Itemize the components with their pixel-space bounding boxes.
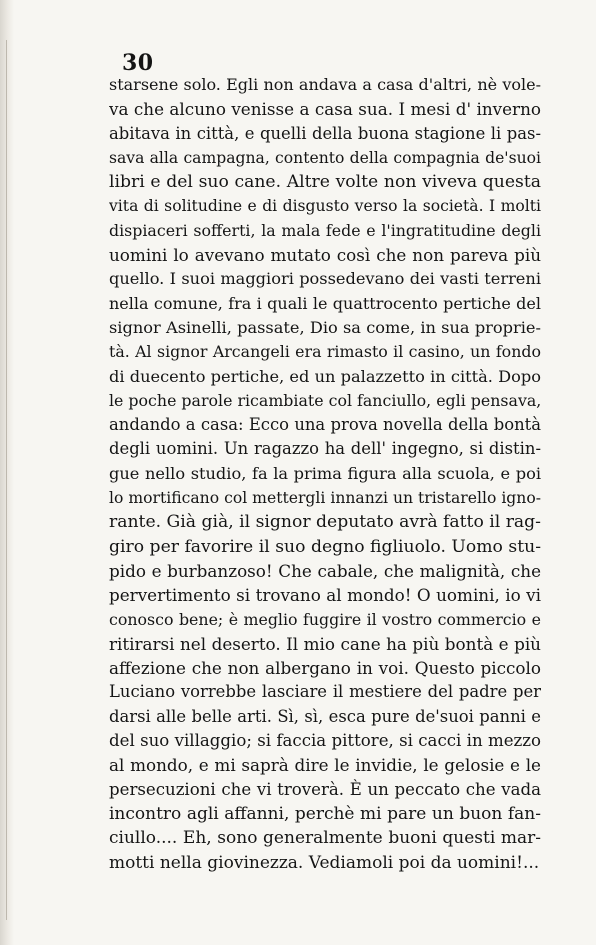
text-line: le poche parole ricambiate col fanciullo, egli pensava,	[109, 390, 541, 410]
text-line: al mondo, e mi saprà dire le invidie, le gelosie e le	[109, 755, 541, 776]
page-gutter-line	[6, 40, 7, 920]
text-line: tà. Al signor Arcangeli era rimasto il casino, un fondo	[109, 342, 541, 362]
text-line: Luciano vorrebbe lasciare il mestiere del padre per	[109, 682, 541, 702]
text-line: ciullo.... Eh, sono generalmente buoni questi mar-	[109, 828, 541, 849]
page-binding-edge	[0, 0, 14, 945]
text-line: incontro agli affanni, perchè mi pare un buon fan-	[109, 803, 541, 824]
text-line: dispiaceri sofferti, la mala fede e l'ingratitudine degli	[109, 220, 541, 240]
text-line: sava alla campagna, contento della compagnia de'suoi	[109, 148, 541, 167]
text-line: va che alcuno venisse a casa sua. I mesi d' inverno	[109, 99, 541, 120]
text-line: uomini lo avevano mutato così che non pareva più	[109, 245, 541, 266]
text-line: nella comune, fra i quali le quattrocento pertiche del	[109, 293, 541, 313]
text-line: degli uomini. Un ragazzo ha dell' ingegno, si distin-	[109, 439, 541, 459]
text-line: di duecento pertiche, ed un palazzetto in città. Dopo	[109, 366, 541, 386]
text-line: vita di solitudine e di disgusto verso la società. I molti	[109, 197, 541, 216]
text-line: pervertimento si trovano al mondo! O uomini, io vi	[109, 585, 541, 606]
text-line: affezione che non albergano in voi. Questo piccolo	[109, 658, 541, 679]
text-line: andando a casa: Ecco una prova novella della bontà	[109, 415, 541, 435]
text-line: libri e del suo cane. Altre volte non viveva questa	[109, 172, 541, 193]
text-line: rante. Già già, il signor deputato avrà fatto il rag-	[109, 512, 541, 533]
text-line: del suo villaggio; si faccia pittore, si cacci in mezzo	[109, 731, 541, 751]
text-line: motti nella giovinezza. Vediamoli poi da uomini!...	[109, 852, 540, 873]
text-line: giro per favorire il suo degno figliuolo. Uomo stu-	[109, 536, 541, 557]
text-line: ritirarsi nel deserto. Il mio cane ha più bontà e più	[109, 633, 541, 654]
text-line: persecuzioni che vi troverà. È un peccato che vada	[109, 779, 541, 799]
text-line: pido e burbanzoso! Che cabale, che malignità, che	[109, 560, 541, 581]
text-line: starsene solo. Egli non andava a casa d'altri, nè vole-	[109, 75, 541, 94]
text-line: signor Asinelli, passate, Dio sa come, in sua proprie-	[109, 317, 541, 337]
text-line: quello. I suoi maggiori possedevano dei vasti terreni	[109, 269, 541, 289]
text-line: conosco bene; è meglio fuggire il vostro commercio e	[109, 609, 541, 629]
text-line: abitava in città, e quelli della buona stagione li pas-	[109, 123, 541, 143]
text-line: lo mortificano col mettergli innanzi un tristarello igno-	[109, 489, 541, 508]
text-line: darsi alle belle arti. Sì, sì, esca pure de'suoi panni e	[109, 706, 541, 726]
page-body-text	[109, 73, 541, 875]
text-line: gue nello studio, fa la prima figura alla scuola, e poi	[109, 463, 541, 483]
page-number: 30	[122, 50, 154, 76]
